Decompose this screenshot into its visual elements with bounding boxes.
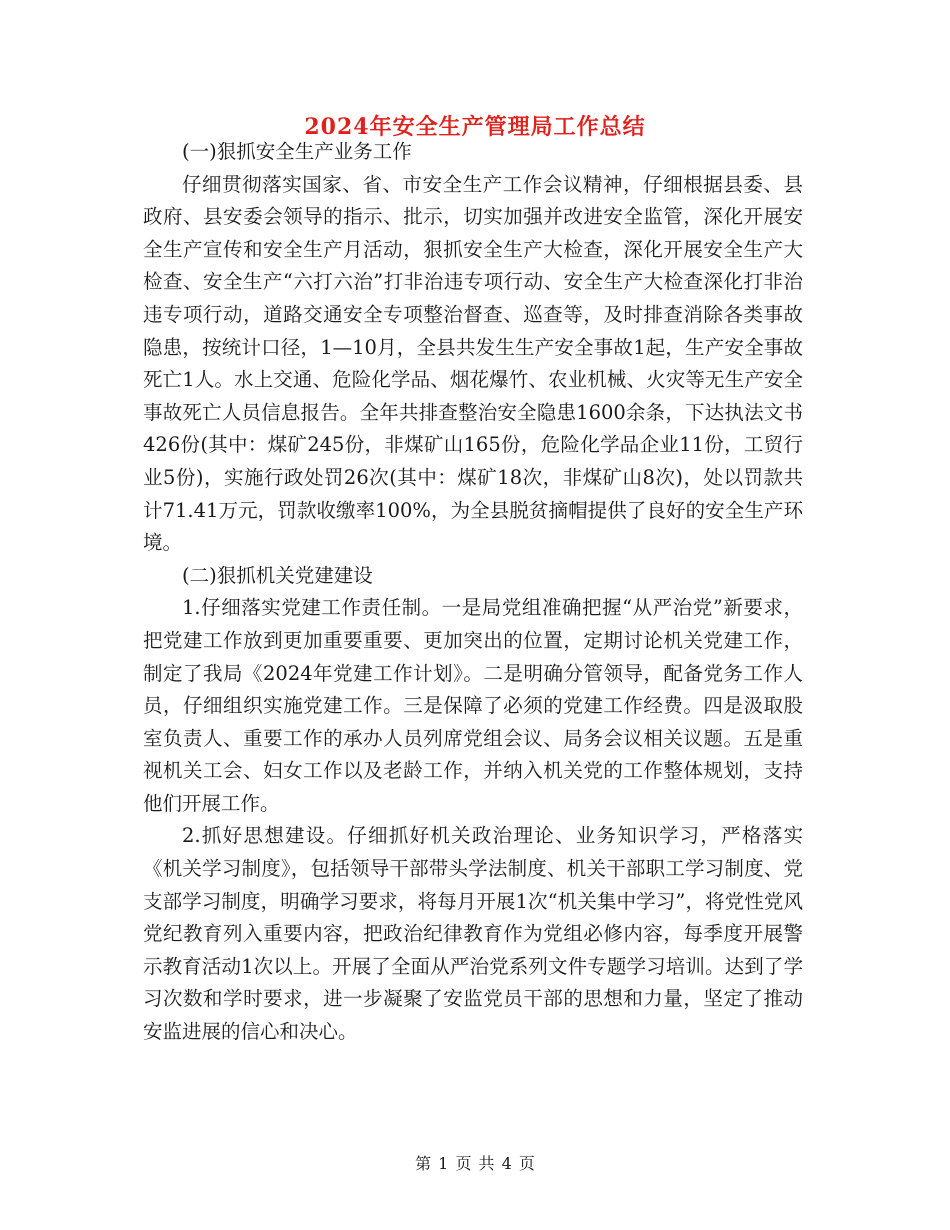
body-paragraph: 1.仔细落实党建工作责任制。一是局党组准确把握“从严治党”新要求，把党建工作放到更加重要重要、更加突出的位置，定期讨论机关党建工作，制定了我局《2024年党建工作计划》。二是明确分管领导，配备党务工作人员，仔细组织实施党建工作。三是保障了必须的党建工作经费。四是汲取股室负责人、重要工作的承办人员列席党组会议、局务会议相关议题。五是重视机关工会、妇女工作以及老龄工作，并纳入机关党的工作整体规划，支持他们开展工作。 [143,596,803,815]
page-footer: 第 1 页 共 4 页 [415,1154,535,1173]
document-title: 2024年安全生产管理局工作总结 [304,114,646,140]
body-paragraph: 仔细贯彻落实国家、省、市安全生产工作会议精神，仔细根据县委、县政府、县安委会领导的指示、批示，切实加强并改进安全监管，深化开展安全生产宣传和安全生产月活动，狠抓安全生产大检查，深化开展安全生产大检查、安全生产“六打六治”打非治违专项行动、安全生产大检查深化打非治违专项行动，道路交通安全专项整治督查、巡查等，及时排查消除各类事故隐患，按统计口径，1—10月，全县共发生生产安全事故1起，生产安全事故死亡1人。水上交通、危险化学品、烟花爆竹、农业机械、火灾等无生产安全事故死亡人员信息报告。全年共排查整治安全隐患1600余条，下达执法文书426份(其中：煤矿245份，非煤矿山165份，危险化学品企业11份，工贸行业5份)，实施行政处罚26次(其中：煤矿18次，非煤矿山8次)，处以罚款共计71.41万元，罚款收缴率100%，为全县脱贫摘帽提供了良好的安全生产环境。 [143,172,803,555]
section-heading: (二)狠抓机关党建建设 [182,563,373,587]
document-body [143,136,803,1049]
body-paragraph: 2.抓好思想建设。仔细抓好机关政治理论、业务知识学习，严格落实《机关学习制度》，包括领导干部带头学法制度、机关干部职工学习制度、党支部学习制度，明确学习要求，将每月开展1次“机关集中学习”，将党性党风党纪教育列入重要内容，把政治纪律教育作为党组必修内容，每季度开展警示教育活动1次以上。开展了全面从严治党系列文件专题学习培训。达到了学习次数和学时要求，进一步凝聚了安监党员干部的思想和力量，坚定了推动安监进展的信心和决心。 [143,824,803,1044]
section-heading: (一)狠抓安全生产业务工作 [182,140,412,163]
